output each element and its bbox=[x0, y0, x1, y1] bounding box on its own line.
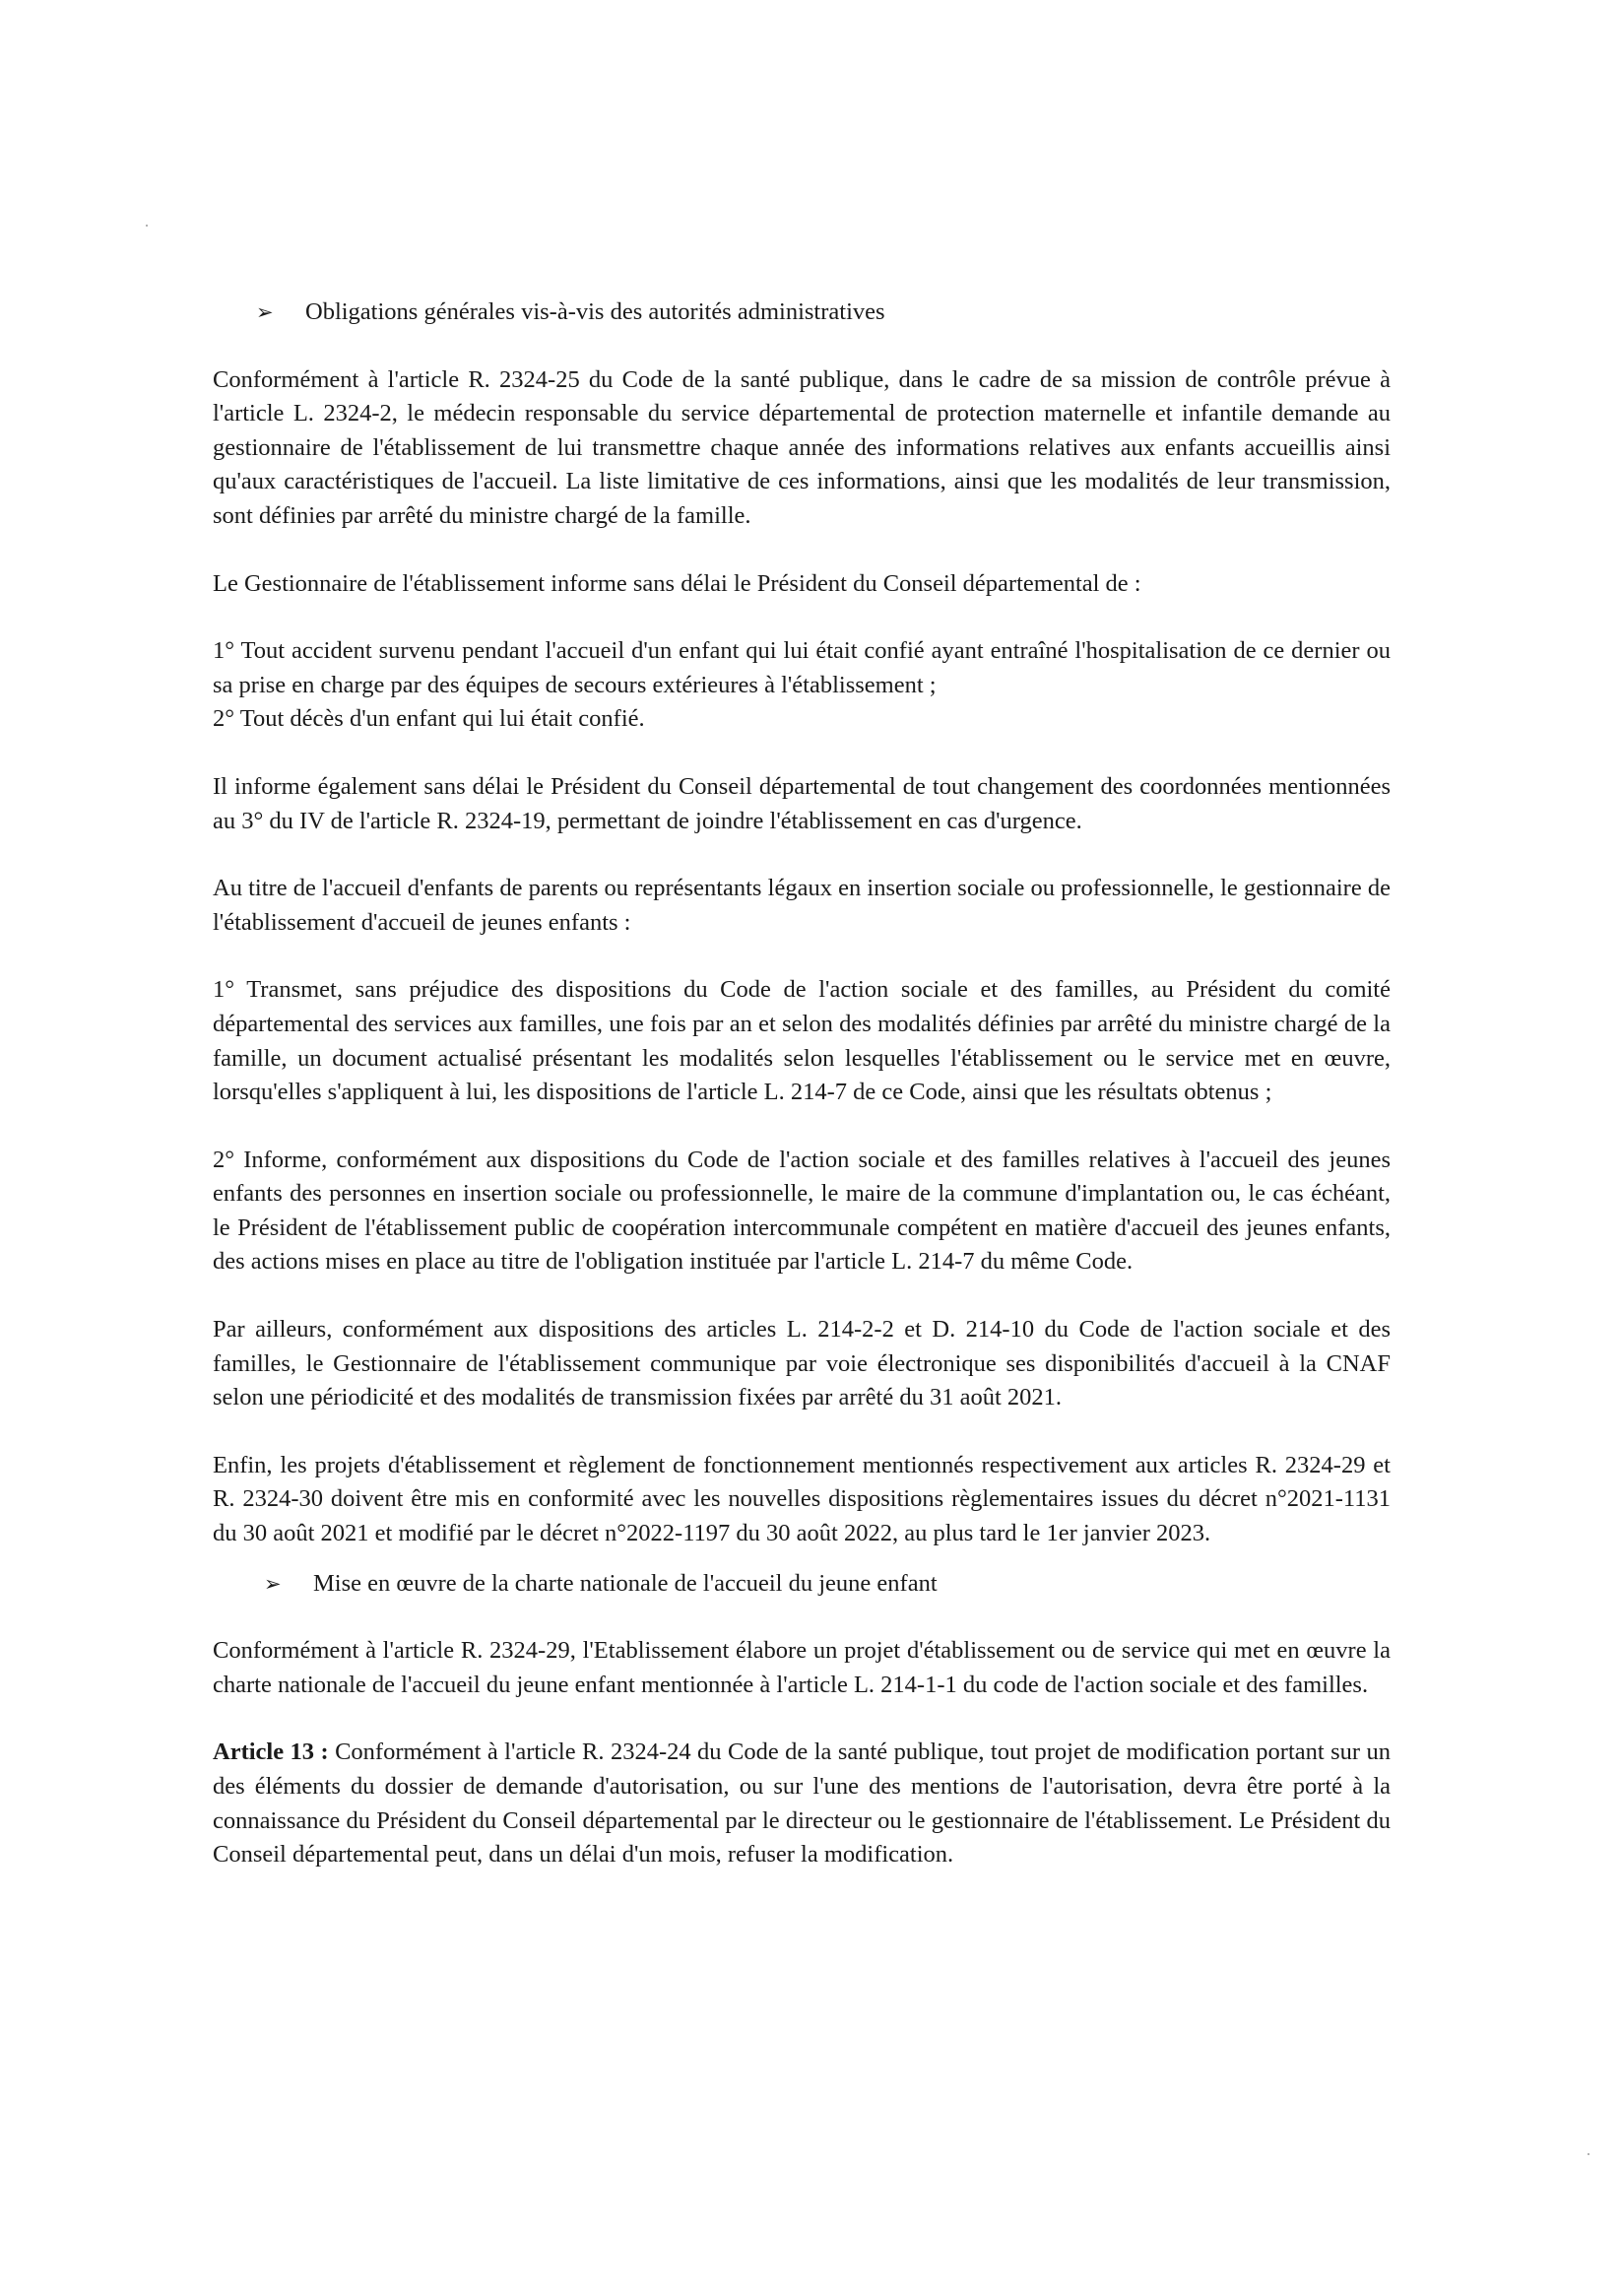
paragraph: Il informe également sans délai le Président du Conseil départemental de tout changement des coordonnées mentionnées au 3° du IV de l'article R. 2324-19, permettant de joindre l'établissement en cas d'urgence. bbox=[213, 772, 1391, 834]
numbered-paragraph: 2° Informe, conformément aux dispositions du Code de l'action sociale et des familles relatives à l'accueil des jeunes enfants des personnes en insertion sociale ou professionnelle, le maire de la commune d'implantation ou, le cas échéant, le Président de l'établissement public de coopération intercommunale compétent en matière d'accueil des jeunes enfants, des actions mises en place au titre de l'obligation instituée par l'article L. 214-7 du même Code. bbox=[213, 1146, 1391, 1276]
paragraph: Conformément à l'article R. 2324-29, l'Etablissement élabore un projet d'établissement ou de service qui met en œuvre la charte nationale de l'accueil du jeune enfant mentionnée à l'article L. 214-1-1 du code de l'action sociale et des familles. bbox=[213, 1637, 1391, 1698]
arrow-bullet-icon: ➢ bbox=[264, 1571, 282, 1596]
section-heading-text: Obligations générales vis-à-vis des autorités administratives bbox=[305, 298, 885, 325]
article-label: Article 13 : bbox=[213, 1738, 329, 1766]
section-heading bbox=[213, 295, 1391, 330]
document-body bbox=[213, 295, 1391, 1906]
scan-speck bbox=[146, 225, 148, 227]
arrow-bullet-icon: ➢ bbox=[256, 300, 274, 324]
paragraph: Le Gestionnaire de l'établissement informe sans délai le Président du Conseil départemental de : bbox=[213, 569, 1141, 597]
scan-speck bbox=[1588, 2153, 1589, 2155]
section-heading bbox=[213, 1567, 1391, 1602]
paragraph: Au titre de l'accueil d'enfants de parents ou représentants légaux en insertion sociale ou professionnelle, le gestionnaire de l'établissement d'accueil de jeunes enfants : bbox=[213, 875, 1391, 936]
paragraph: Enfin, les projets d'établissement et règlement de fonctionnement mentionnés respectivement aux articles R. 2324-29 et R. 2324-30 doivent être mis en conformité avec les nouvelles dispositions règlementaires issues du décret n°2021-1131 du 30 août 2021 et modifié par le décret n°2022-1197 du 30 août 2022, au plus tard le 1er janvier 2023. bbox=[213, 1451, 1391, 1547]
numbered-paragraph: 1° Tout accident survenu pendant l'accueil d'un enfant qui lui était confié ayant entraîné l'hospitalisation de ce dernier ou sa prise en charge par des équipes de secours extérieures à l'établissement ; 2° Tout décès d'un enfant qui lui était confié. bbox=[213, 637, 1391, 733]
paragraph: Par ailleurs, conformément aux dispositions des articles L. 214-2-2 et D. 214-10 du Code de l'action sociale et des familles, le Gestionnaire de l'établissement communique par voie électronique ses disponibilités d'accueil à la CNAF selon une périodicité et des modalités de transmission fixées par arrêté du 31 août 2021. bbox=[213, 1316, 1391, 1411]
numbered-paragraph: 1° Transmet, sans préjudice des dispositions du Code de l'action sociale et des familles, au Président du comité départemental des services aux familles, une fois par an et selon des modalités définies par arrêté du ministre chargé de la famille, un document actualisé présentant les modalités selon lesquelles l'établissement ou le service met en œuvre, lorsqu'elles s'appliquent à lui, les dispositions de l'article L. 214-7 de ce Code, ainsi que les résultats obtenus ; bbox=[213, 976, 1391, 1106]
paragraph: Conformément à l'article R. 2324-25 du Code de la santé publique, dans le cadre de sa mission de contrôle prévue à l'article L. 2324-2, le médecin responsable du service départemental de protection maternelle et infantile demande au gestionnaire de l'établissement de lui transmettre chaque année des informations relatives aux enfants accueillis ainsi qu'aux caractéristiques de l'accueil. La liste limitative de ces informations, ainsi que les modalités de leur transmission, sont définies par arrêté du ministre chargé de la famille. bbox=[213, 365, 1391, 529]
article-text: Conformément à l'article R. 2324-24 du Code de la santé publique, tout projet de modification portant sur un des éléments du dossier de demande d'autorisation, ou sur l'une des mentions de l'autorisation, devra être porté à la connaissance du Président du Conseil départemental par le directeur ou le gestionnaire de l'établissement. Le Président du Conseil départemental peut, dans un délai d'un mois, refuser la modification. bbox=[213, 1738, 1392, 1869]
article-paragraph bbox=[213, 1736, 1391, 1871]
section-heading-text: Mise en œuvre de la charte nationale de l'accueil du jeune enfant bbox=[313, 1569, 938, 1597]
